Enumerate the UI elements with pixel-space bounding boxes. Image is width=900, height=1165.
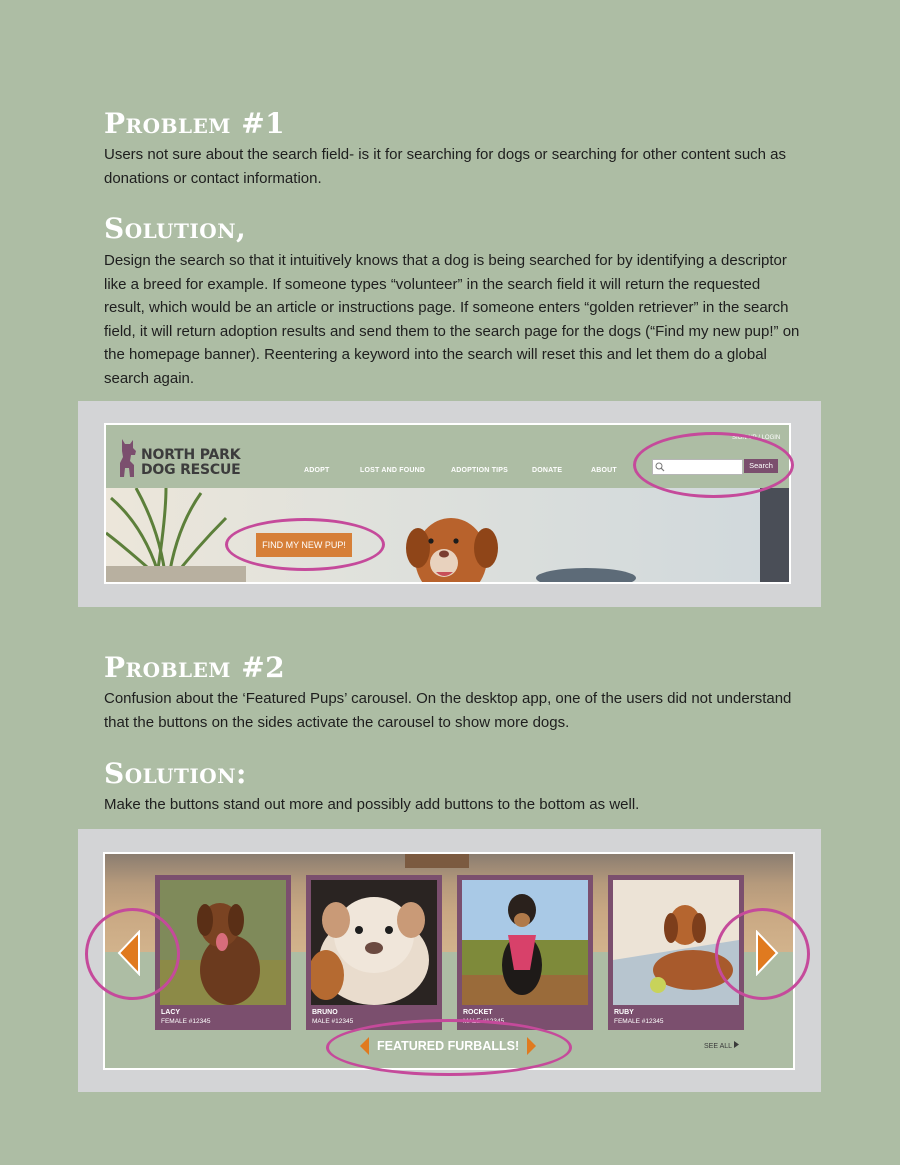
dog-name: RUBY <box>614 1009 634 1016</box>
caret-right-icon <box>734 1041 739 1048</box>
problem-1-text: Users not sure about the search field- is it for searching for dogs or searching for other content such as donations or contact information. <box>104 146 787 187</box>
dog-photo <box>311 880 437 1005</box>
dog-card[interactable] <box>608 875 744 1030</box>
carousel-mock <box>103 852 795 1070</box>
problem-2-title: Problem #2 <box>104 651 286 684</box>
dog-silhouette-icon <box>118 437 140 477</box>
solution-2-title: Solution: <box>104 757 247 790</box>
arrow-left-icon[interactable] <box>360 1037 370 1055</box>
screenshot-panel-search <box>78 401 821 607</box>
problem-1-title: Problem #1 <box>104 107 286 140</box>
logo-line-1[interactable]: NORTH PARK <box>141 447 241 463</box>
site-header <box>106 425 789 488</box>
dog-photo <box>160 880 286 1005</box>
sign-up-login-link[interactable]: SIGN UP / LOGIN <box>732 435 781 441</box>
nav-adopt[interactable]: ADOPT <box>304 467 330 474</box>
search-input[interactable] <box>652 459 743 475</box>
dog-meta: MALE #12345 <box>463 1018 505 1025</box>
hero-banner <box>106 488 789 582</box>
nav-lost-and-found[interactable]: LOST AND FOUND <box>360 467 426 474</box>
nav-about[interactable]: ABOUT <box>591 467 617 474</box>
dog-name: LACY <box>161 1009 181 1016</box>
backdrop-tag <box>405 854 469 868</box>
dog-photo <box>613 880 739 1005</box>
featured-furballs-title: FEATURED FURBALLS! <box>377 1039 520 1053</box>
solution-2-text: Make the buttons stand out more and possibly add buttons to the bottom as well. <box>104 796 640 813</box>
problem-2-text: Confusion about the ‘Featured Pups’ carousel. On the desktop app, one of the users did not understand that the buttons on the sides activate the carousel to show more dogs. <box>104 690 792 731</box>
dog-photo <box>462 880 588 1005</box>
arrow-left-icon[interactable] <box>117 930 141 976</box>
logo-line-2[interactable]: DOG RESCUE <box>141 462 241 478</box>
see-all-link[interactable] <box>704 1041 739 1050</box>
arrow-right-icon[interactable] <box>755 930 779 976</box>
dog-meta: FEMALE #12345 <box>161 1018 211 1025</box>
search-icon <box>655 462 665 472</box>
search-button[interactable]: Search <box>744 459 778 473</box>
nav-donate[interactable]: DONATE <box>532 467 563 474</box>
solution-1-title: Solution, <box>104 212 247 245</box>
dog-name: BRUNO <box>312 1009 338 1016</box>
solution-1-text: Design the search so that it intuitively knows that a dog is being searched for by identifying a descriptor like a breed for example. If someone types “volunteer” in the search field it will return the requested result, which would be an article or instructions page. If someone enters “golden retriever” in the search field, it will return adoption results and send them to the search page for the dogs (“Find my new pup!” on the homepage banner). Reentering a keyword into the search will reset this and let them do a global search again. <box>104 252 800 387</box>
dog-meta: MALE #12345 <box>312 1018 354 1025</box>
dog-name: ROCKET <box>463 1009 493 1016</box>
nav-adoption-tips[interactable]: ADOPTION TIPS <box>451 467 509 474</box>
site-homepage-mock <box>104 423 791 584</box>
dog-meta: FEMALE #12345 <box>614 1018 664 1025</box>
dog-card[interactable] <box>457 875 593 1030</box>
hero-photo <box>106 488 789 582</box>
dog-card[interactable] <box>306 875 442 1030</box>
dog-card[interactable] <box>155 875 291 1030</box>
see-all-label: SEE ALL <box>704 1043 732 1050</box>
find-my-new-pup-button[interactable]: FIND MY NEW PUP! <box>256 533 352 557</box>
arrow-right-icon[interactable] <box>526 1037 536 1055</box>
screenshot-panel-carousel <box>78 829 821 1092</box>
